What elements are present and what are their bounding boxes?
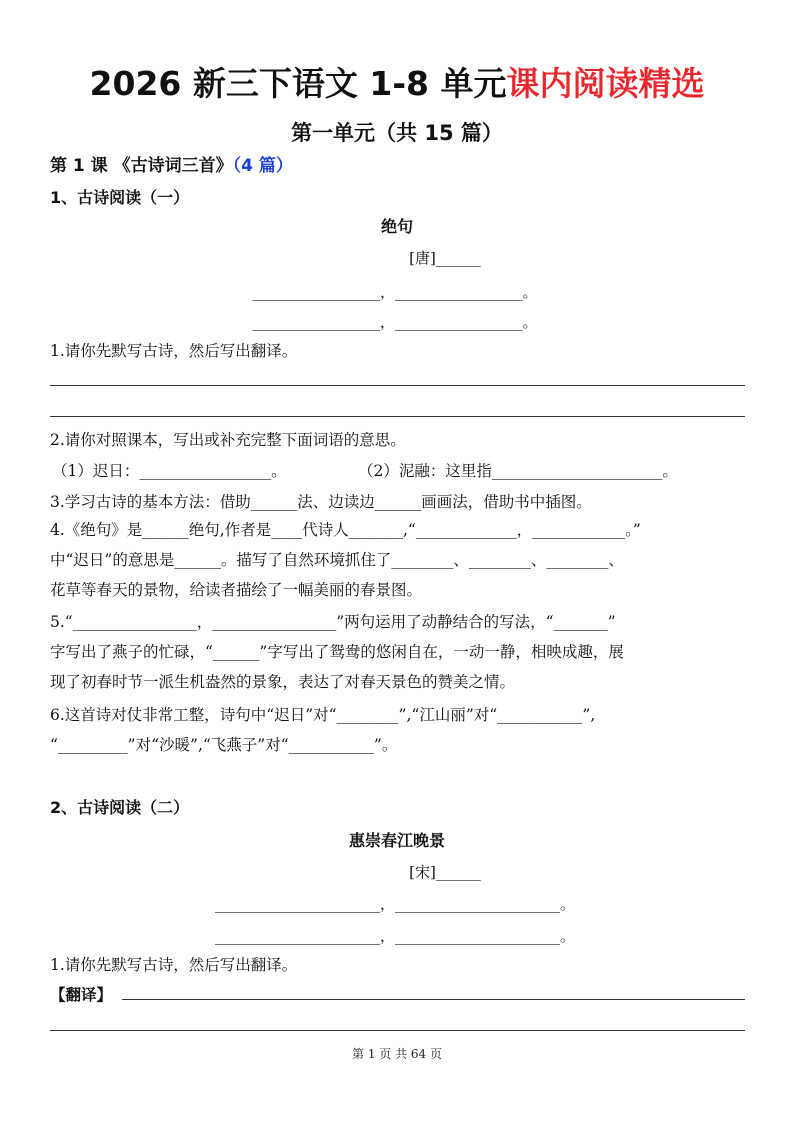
- poem-1-title: 绝句: [380, 217, 413, 236]
- poem-1-blank-line-1: _________________，_________________。: [252, 283, 538, 301]
- poem-1-blank-line-2: _________________，_________________。: [252, 313, 538, 331]
- section-1-heading: 1、古诗阅读（一）: [50, 188, 190, 207]
- title-highlight: 课内阅读精选: [506, 64, 705, 103]
- lesson-count: （4 篇）: [232, 156, 293, 176]
- page-title: [0, 58, 794, 105]
- poem-2-title: 惠崇春江晚景: [348, 831, 445, 850]
- question-4-line-2: 中“迟日”的意思是______。描写了自然环境抓住了________、________、________、: [50, 551, 624, 569]
- unit-subtitle: 第一单元（共 15 篇）: [291, 121, 503, 145]
- answer-line: [50, 385, 745, 386]
- question-1: 1.请你先默写古诗，然后写出翻译。: [50, 342, 298, 360]
- question-5-line-2: 字写出了燕子的忙碌，“______”字写出了鸳鸯的悠闲自在，一动一静，相映成趣，展: [50, 643, 624, 661]
- poem-2-dynasty: [宋]______: [409, 863, 481, 881]
- question-2b: （2）泥融：这里指______________________。: [358, 462, 678, 480]
- answer-line: [50, 416, 745, 417]
- poem-2-blank-line-1: ______________________，______________________。: [214, 895, 575, 913]
- title-main: 2026 新三下语文 1-8 单元: [89, 64, 507, 103]
- question-6-line-1: 6.这首诗对仗非常工整，诗句中“迟日”对“________”,“江山丽”对“___________”,: [50, 706, 596, 724]
- question-2: 2.请你对照课本，写出或补充完整下面词语的意思。: [50, 431, 406, 449]
- question-5-line-3: 现了初春时节一派生机盎然的景象，表达了对春天景色的赞美之情。: [50, 673, 516, 691]
- question-5-line-1: 5.“________________，________________”两句运用了动静结合的写法，“_______”: [50, 613, 616, 631]
- poem-2-blank-line-2: ______________________，______________________。: [214, 927, 575, 945]
- poem-1-dynasty: [唐]______: [409, 249, 481, 267]
- translation-label: 【翻译】: [50, 986, 113, 1004]
- question-4-line-3: 花草等春天的景物，给读者描绘了一幅美丽的春景图。: [50, 581, 423, 599]
- question-4-line-1: 4.《绝句》是______绝句,作者是____代诗人_______,“_____________，____________。”: [50, 521, 641, 539]
- answer-line: [50, 1030, 745, 1031]
- question-2a: （1）迟日：_________________。: [52, 462, 287, 480]
- lesson-heading: [50, 151, 293, 176]
- section-2-heading: 2、古诗阅读（二）: [50, 798, 190, 817]
- question-3: 3.学习古诗的基本方法：借助______法、边读边______画画法，借助书中插图。: [50, 493, 592, 511]
- answer-line: [122, 999, 745, 1000]
- question-6-line-2: “_________”对“沙暖”,“飞燕子”对“___________”。: [50, 736, 398, 754]
- question-1-section-2: 1.请你先默写古诗，然后写出翻译。: [50, 956, 298, 974]
- page-footer: 第 1 页 共 64 页: [352, 1047, 442, 1061]
- lesson-label: 第 1 课 《古诗词三首》: [50, 156, 233, 176]
